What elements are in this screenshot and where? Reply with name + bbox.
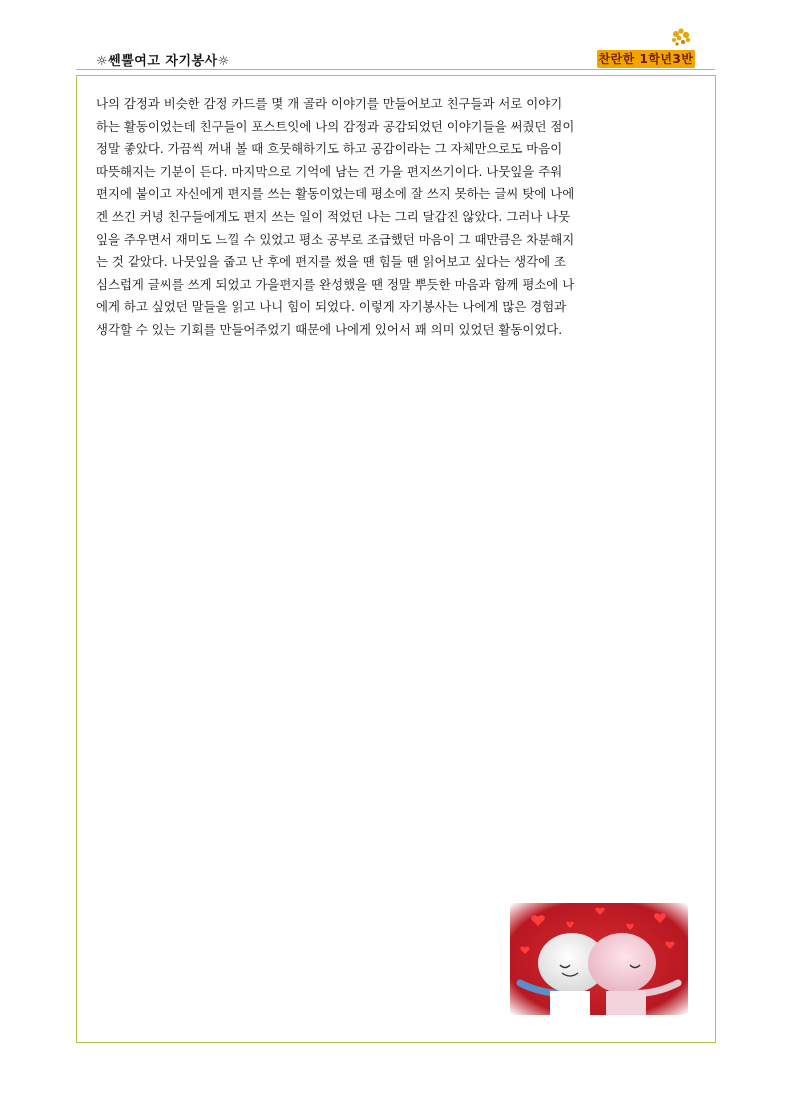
hugging-couple-picture (510, 903, 688, 1015)
body-line: 잎을 주우면서 재미도 느낄 수 있었고 평소 공부로 조급했던 마음이 그 때만큼은 차분해지 (96, 231, 575, 247)
flower-decoration-icon (668, 26, 696, 52)
header-left-title: ☼쎈뿔여고 자기봉사☼ (96, 54, 230, 69)
body-line: 생각할 수 있는 기회를 만들어주었기 때문에 나에게 있어서 꽤 의미 있었던 활동이었다. (96, 321, 563, 337)
class-badge: 찬란한 1학년3반 (598, 52, 694, 66)
body-line: 는 것 같았다. 나뭇잎을 줍고 난 후에 편지를 썼을 땐 힘들 땐 읽어보고 싶다는 생각에 조 (96, 254, 566, 270)
body-line: 겐 쓰긴 커녕 친구들에게도 편지 쓰는 일이 적었던 나는 그리 달갑진 않았다. 그러나 나뭇 (96, 208, 571, 224)
body-line: 정말 좋았다. 가끔씩 꺼내 볼 때 흐뭇해하기도 하고 공감이라는 그 자체만으로도 마음이 (96, 141, 563, 157)
body-line: 에게 하고 싶었던 말들을 읽고 나니 힘이 되었다. 이렇게 자기봉사는 나에게 많은 경험과 (96, 299, 567, 315)
header-rule (76, 69, 715, 70)
body-line: 나의 감정과 비슷한 감정 카드를 몇 개 골라 이야기를 만들어보고 친구들과 서로 이야기 (96, 96, 563, 111)
body-line: 따뜻해지는 기분이 든다. 마지막으로 기억에 남는 건 가을 편지쓰기이다. 나뭇잎을 주워 (96, 163, 563, 179)
body-line: 편지에 붙이고 자신에게 편지를 쓰는 활동이었는데 평소에 잘 쓰지 못하는 글씨 탓에 나에 (96, 186, 575, 202)
body-line: 심스럽게 글씨를 쓰게 되었고 가을편지를 완성했을 땐 정말 뿌듯한 마음과 함께 평소에 나 (96, 276, 575, 292)
body-line: 하는 활동이었는데 친구들이 포스트잇에 나의 감정과 공감되었던 이야기들을 써줬던 점이 (96, 118, 575, 134)
body-text (96, 93, 696, 342)
